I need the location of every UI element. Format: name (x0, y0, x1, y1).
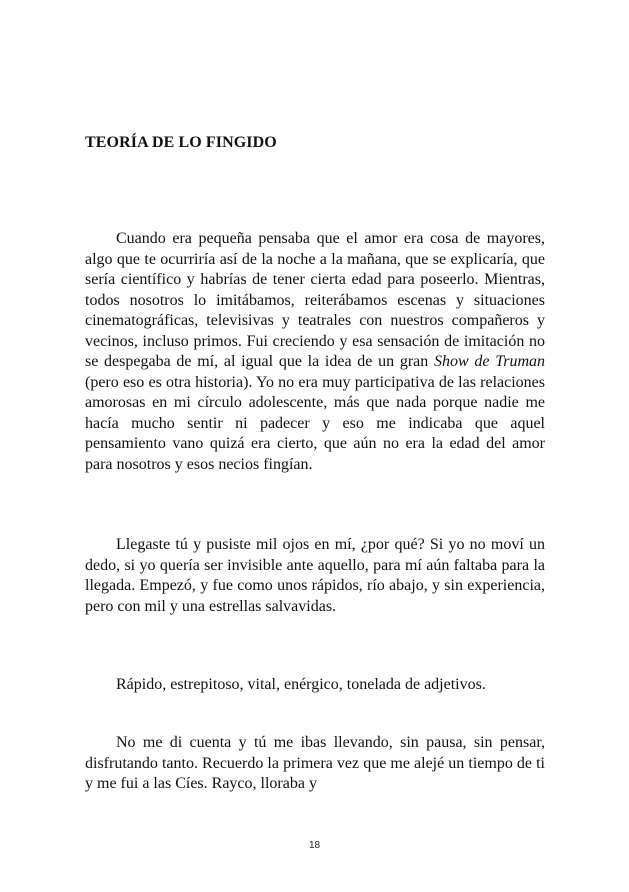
paragraph-4: No me di cuenta y tú me ibas llevando, sin pausa, sin pensar, disfrutando tanto. Recuerdo la primera vez que me alejé un tiempo de ti y me fui a las Cíes. Rayco, lloraba y (85, 734, 545, 792)
paragraph-4-block (85, 733, 545, 795)
paragraph-2-block (85, 535, 545, 617)
paragraph-2: Llegaste tú y pusiste mil ojos en mí, ¿por qué? Si yo no moví un dedo, si yo quería ser invisible ante aquello, para mí aún faltaba para la llegada. Empezó, y fue como unos rápidos, río abajo, y sin experiencia, pero con mil y una estrellas salvavidas. (85, 536, 545, 615)
paragraph-1-italic-title: Show de Truman (433, 353, 545, 370)
paragraph-1 (85, 229, 545, 475)
paragraph-1-text-a: Cuando era pequeña pensaba que el amor era cosa de mayores, algo que te ocurriría así de la noche a la mañana, que se explicaría, que sería científico y habrías de tener cierta edad para poseerlo. Mientras, todos nosotros lo imitábamos, reiterábamos escenas y situaciones cinematográficas, televisivas y teatrales con nuestros compañeros y vecinos, incluso primos. Fui creciendo y esa sensación de imitación no se despegaba de mí, al igual que la idea de un gran (85, 230, 545, 370)
paragraph-3: Rápido, estrepitoso, vital, enérgico, tonelada de adjetivos. (116, 676, 486, 693)
paragraph-1-text-b: (pero eso es otra historia). Yo no era muy participativa de las relaciones amorosas en mi círculo adolescente, más que nada porque nadie me hacía mucho sentir ni padecer y eso me indicaba que aquel pensamiento vano quizá era cierto, que aún no era la edad del amor para nosotros y esos necios fingían. (85, 373, 545, 473)
page-number: 18 (308, 840, 321, 851)
chapter-title: TEORÍA DE LO FINGIDO (85, 134, 277, 151)
paragraph-3-block (85, 675, 545, 696)
paragraph-1-block (85, 229, 545, 475)
